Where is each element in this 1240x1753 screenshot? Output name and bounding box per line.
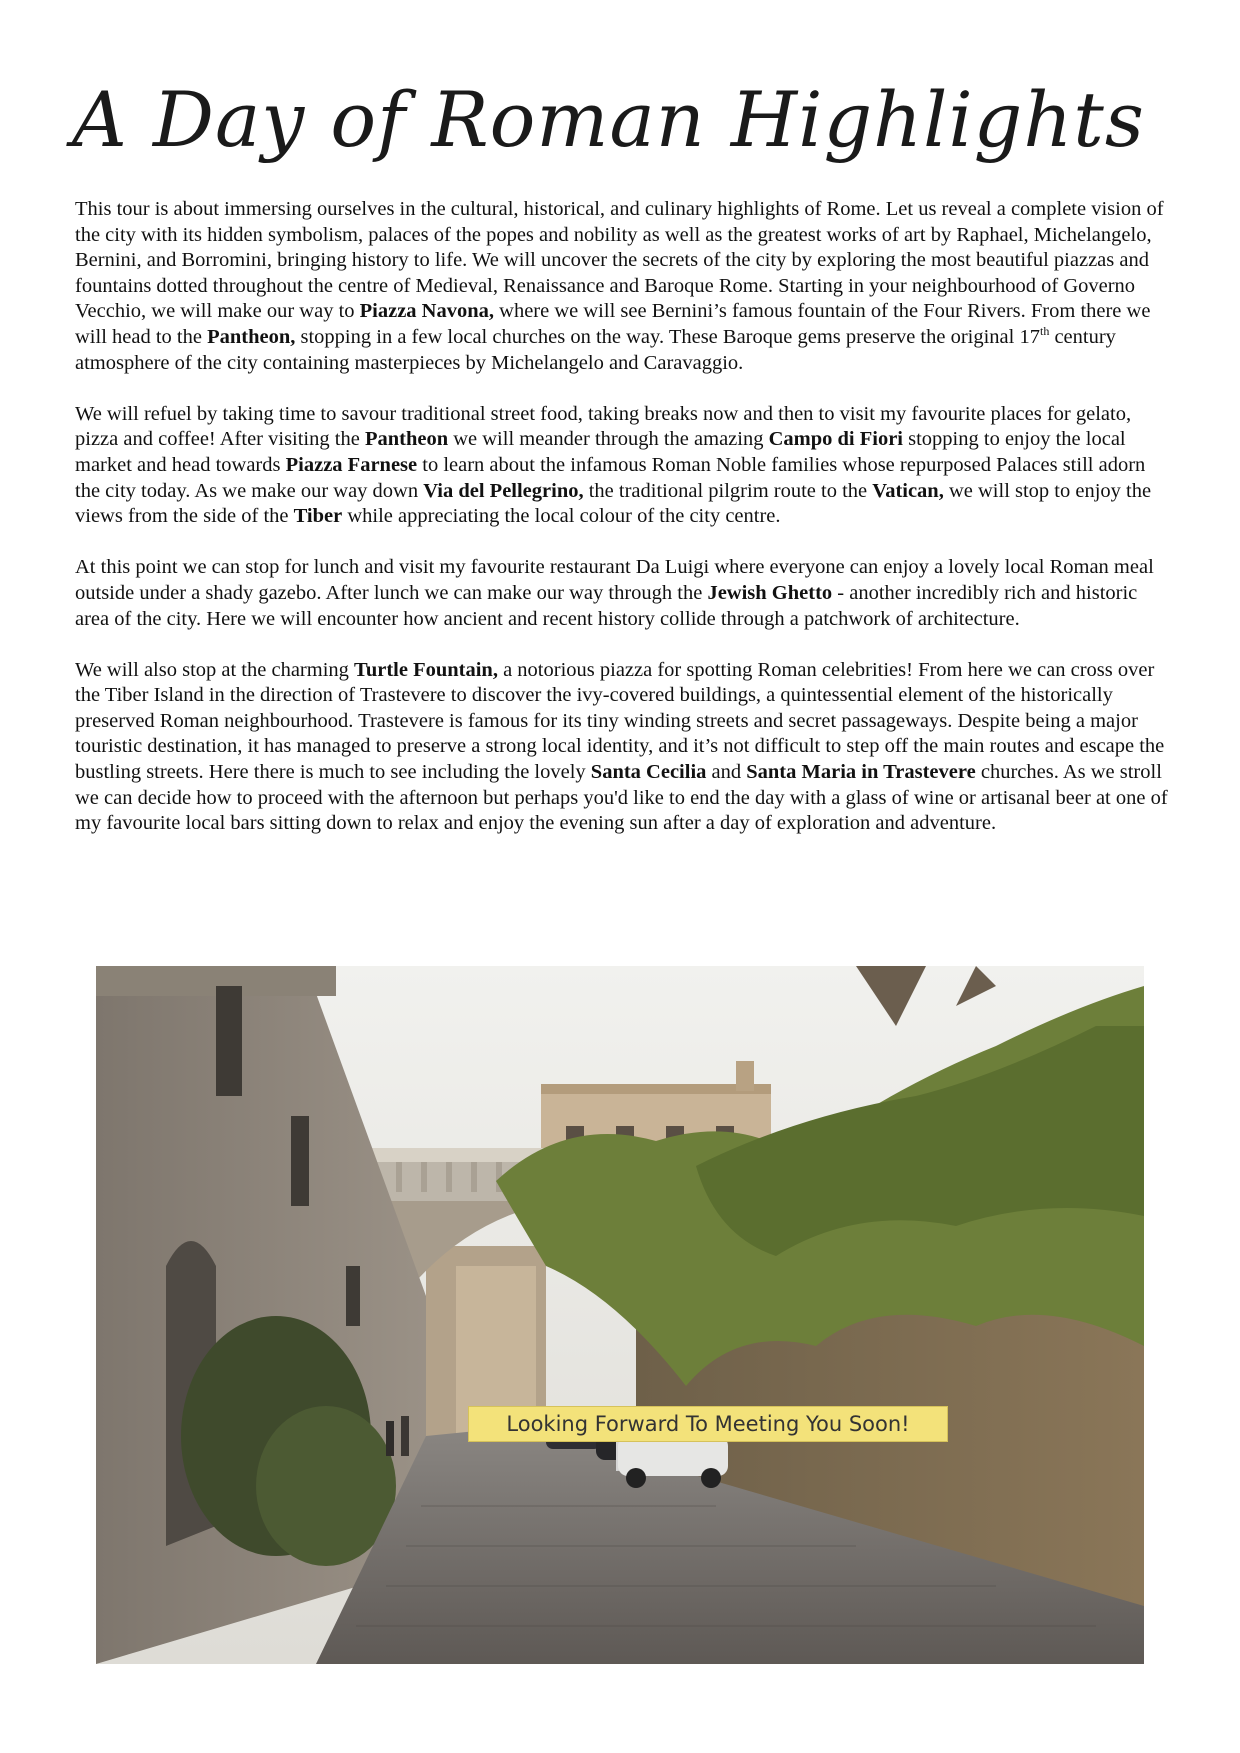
highlight-campo-di-fiori: Campo di Fiori bbox=[768, 428, 903, 451]
highlight-via-del-pellegrino: Via del Pellegrino, bbox=[423, 479, 584, 502]
paragraph-intro: This tour is about immersing ourselves in the cultural, historical, and culinary highlights of Rome. Let us reveal a complete vision of the city with its hidden symbolism, palaces of the popes and nobility as well as the greatest works of art by Raphael, Michelangelo, Bernini, and Borromini, bringing history to life. We will uncover the secrets of the city by exploring the most beautiful piazzas and fountains dotted throughout the centre of Medieval, Renaissance and Baroque Rome. Starting in your neighbourhood of Governo Vecchio, we will make our way to Piazza Navona, where we will see Bernini’s famous fountain of the Four Rivers. From there we will head to the Pantheon, stopping in a few local churches on the way. These Baroque gems preserve the original 17th century atmosphere of the city containing masterpieces by Michelangelo and Caravaggio. bbox=[75, 198, 1164, 374]
photo-caption: Looking Forward To Meeting You Soon! bbox=[468, 1406, 948, 1442]
paragraph-refuel: We will refuel by taking time to savour traditional street food, taking breaks now and then to visit my favourite places for gelato, pizza and coffee! After visiting the Pantheon we will meander through the amazing Campo di Fiori stopping to enjoy the local market and head towards Piazza Farnese to learn about the infamous Roman Noble families whose repurposed Palaces still adorn the city today. As we make our way down Via del Pellegrino, the traditional pilgrim route to the Vatican, we will stop to enjoy the views from the side of the Tiber while appreciating the local colour of the city centre. bbox=[75, 402, 1152, 528]
highlight-pantheon: Pantheon, bbox=[207, 325, 296, 348]
highlight-santa-cecilia: Santa Cecilia bbox=[590, 761, 707, 784]
highlight-pantheon-2: Pantheon bbox=[364, 428, 449, 451]
highlight-tiber: Tiber bbox=[293, 505, 343, 528]
street-photo bbox=[96, 966, 1144, 1664]
highlight-piazza-navona: Piazza Navona, bbox=[359, 300, 495, 323]
highlight-turtle-fountain: Turtle Fountain, bbox=[354, 658, 498, 681]
highlight-piazza-farnese: Piazza Farnese bbox=[285, 453, 418, 476]
highlight-jewish-ghetto: Jewish Ghetto bbox=[707, 581, 833, 604]
highlight-santa-maria-in-trastevere: Santa Maria in Trastevere bbox=[746, 761, 976, 784]
paragraph-trastevere: We will also stop at the charming Turtle Fountain, a notorious piazza for spotting Roman celebrities! From here we can cross over the Tiber Island in the direction of Trastevere to discover the ivy-covered buildings, a quintessential element of the historically preserved Roman neighbourhood. Trastevere is famous for its tiny winding streets and secret passageways. Despite being a major touristic destination, it has managed to preserve a strong local identity, and it’s not difficult to step off the main routes and escape the bustling streets. Here there is much to see including the lovely Santa Cecilia and Santa Maria in Trastevere churches. As we stroll we can decide how to proceed with the afternoon but perhaps you'd like to end the day with a glass of wine or artisanal beer at one of my favourite local bars sitting down to relax and enjoy the evening sun after a day of exploration and adventure. bbox=[75, 658, 1168, 835]
superscript-th: th bbox=[1039, 324, 1050, 339]
page-title: A Day of Roman Highlights bbox=[72, 75, 1145, 164]
paragraph-lunch: At this point we can stop for lunch and visit my favourite restaurant Da Luigi where everyone can enjoy a lovely local Roman meal outside under a shady gazebo. After lunch we can make our way through the Jewish Ghetto - another incredibly rich and historic area of the city. Here we will encounter how ancient and recent history collide through a patchwork of architecture. bbox=[75, 556, 1154, 630]
body-text bbox=[75, 197, 1175, 837]
street-photo-illustration bbox=[96, 966, 1144, 1664]
highlight-vatican: Vatican, bbox=[872, 479, 944, 502]
